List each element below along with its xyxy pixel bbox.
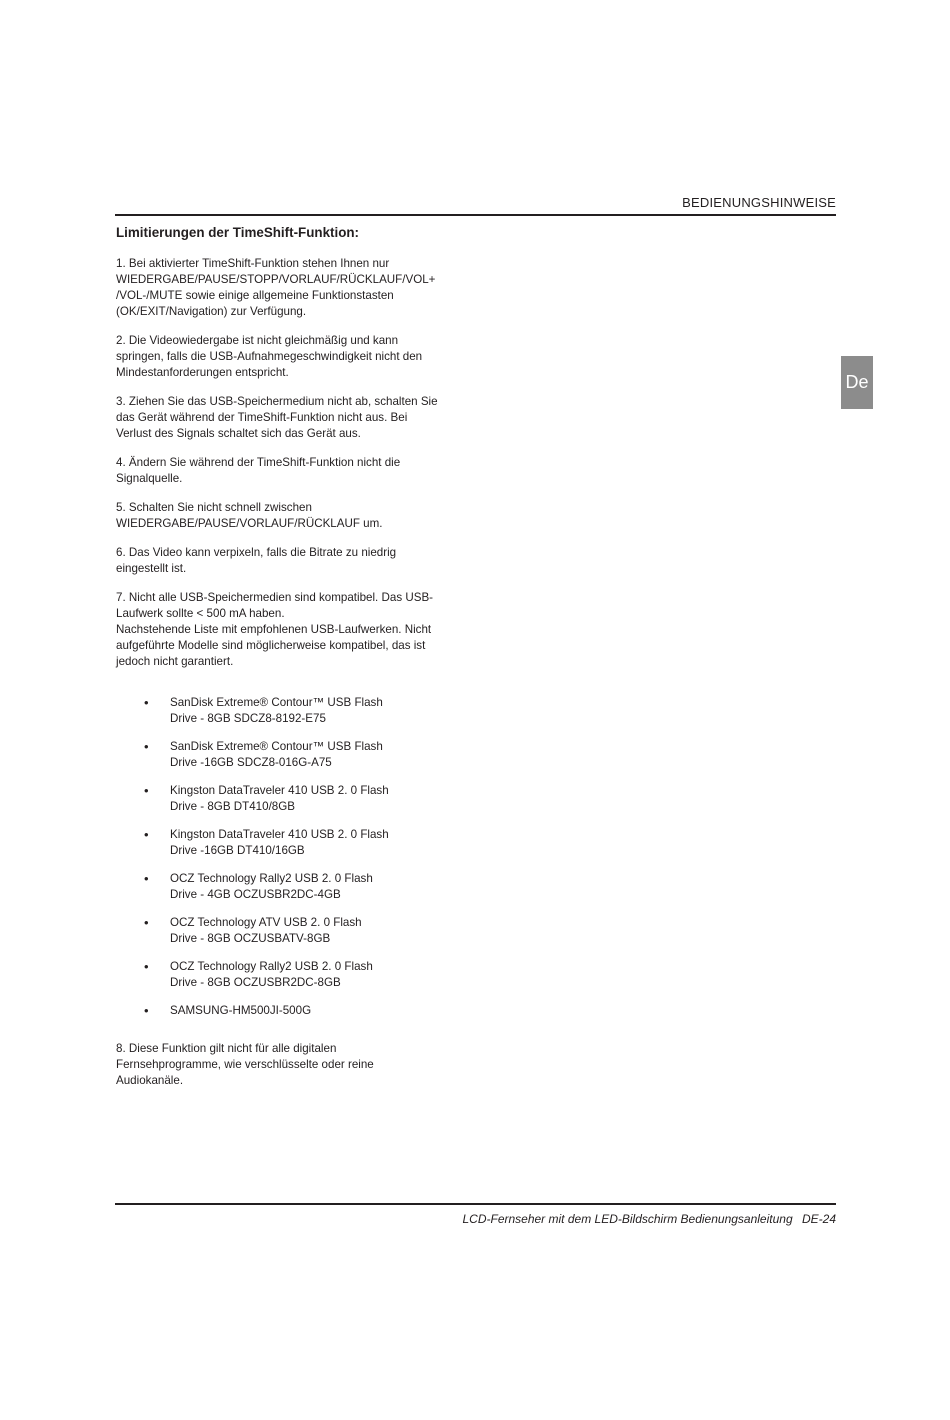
language-tab-label: De <box>845 372 869 392</box>
main-content <box>116 224 438 1102</box>
usb-drive-spec: Drive -16GB SDCZ8-016G-A75 <box>170 756 332 769</box>
usb-drive-name: SanDisk Extreme® Contour™ USB Flash <box>170 696 383 709</box>
usb-drive-spec: Drive - 8GB DT410/8GB <box>170 800 295 813</box>
paragraph-item-1: 1. Bei aktivierter TimeShift-Funktion stehen Ihnen nur WIEDERGABE/PAUSE/STOPP/VORLAUF/RÜCKLAUF/VOL+ /VOL-/MUTE sowie einige allgemeine Funktionstasten (OK/EXIT/Navigation) zur Verfügung. <box>116 257 436 318</box>
language-tab <box>841 356 873 409</box>
bullet-icon: • <box>144 1003 149 1018</box>
list-item <box>116 783 438 815</box>
section-title: Limitierungen der TimeShift-Funktion: <box>116 225 360 240</box>
usb-drive-name: Kingston DataTraveler 410 USB 2. 0 Flash <box>170 784 389 797</box>
bullet-icon: • <box>144 871 149 886</box>
paragraph-item-7 <box>116 590 438 670</box>
usb-drive-name: SAMSUNG-HM500JI-500G <box>170 1004 312 1017</box>
list-item <box>116 1003 438 1019</box>
paragraph-item-2: 2. Die Videowiedergabe ist nicht gleichmäßig und kann springen, falls die USB-Aufnahmegeschwindigkeit nicht den Mindestanforderungen entspricht. <box>116 334 423 379</box>
section-header-label: BEDIENUNGSHINWEISE <box>682 195 836 210</box>
bullet-icon: • <box>144 783 149 798</box>
list-item <box>116 959 438 991</box>
footer-manual-title: LCD-Fernseher mit dem LED-Bildschirm Bedienungsanleitung <box>462 1212 793 1226</box>
usb-drive-name: OCZ Technology ATV USB 2. 0 Flash <box>170 916 362 929</box>
paragraph-item-4: 4. Ändern Sie während der TimeShift-Funktion nicht die Signalquelle. <box>116 456 401 485</box>
footer <box>462 1212 836 1226</box>
paragraph-item-6: 6. Das Video kann verpixeln, falls die Bitrate zu niedrig eingestellt ist. <box>116 546 397 575</box>
bullet-icon: • <box>144 959 149 974</box>
footer-divider <box>115 1203 836 1205</box>
bullet-icon: • <box>144 695 149 710</box>
bullet-icon: • <box>144 739 149 754</box>
list-item <box>116 915 438 947</box>
bullet-icon: • <box>144 915 149 930</box>
usb-drive-name: SanDisk Extreme® Contour™ USB Flash <box>170 740 383 753</box>
header-divider <box>115 214 836 216</box>
usb-drive-spec: Drive - 8GB SDCZ8-8192-E75 <box>170 712 326 725</box>
list-item <box>116 739 438 771</box>
list-item <box>116 695 438 727</box>
usb-drive-list <box>116 695 438 1019</box>
page-number: DE-24 <box>801 1212 836 1226</box>
usb-drive-name: OCZ Technology Rally2 USB 2. 0 Flash <box>170 872 373 885</box>
list-item <box>116 827 438 859</box>
paragraph-item-8: 8. Diese Funktion gilt nicht für alle digitalen Fernsehprogramme, wie verschlüsselte oder reine Audiokanäle. <box>116 1042 374 1087</box>
paragraph-item-5: 5. Schalten Sie nicht schnell zwischen WIEDERGABE/PAUSE/VORLAUF/RÜCKLAUF um. <box>116 501 383 530</box>
list-item <box>116 871 438 903</box>
usb-drive-spec: Drive - 8GB OCZUSBATV-8GB <box>170 932 331 945</box>
paragraph-item-3: 3. Ziehen Sie das USB-Speichermedium nicht ab, schalten Sie das Gerät während der TimeShift-Funktion nicht aus. Bei Verlust des Signals schaltet sich das Gerät aus. <box>116 395 438 440</box>
item-7-line-1: 7. Nicht alle USB-Speichermedien sind kompatibel. Das USB-Laufwerk sollte < 500 mA haben. <box>116 591 434 620</box>
usb-drive-name: Kingston DataTraveler 410 USB 2. 0 Flash <box>170 828 389 841</box>
usb-drive-spec: Drive -16GB DT410/16GB <box>170 844 305 857</box>
usb-drive-name: OCZ Technology Rally2 USB 2. 0 Flash <box>170 960 373 973</box>
bullet-icon: • <box>144 827 149 842</box>
item-7-line-2: Nachstehende Liste mit empfohlenen USB-Laufwerken. Nicht aufgeführte Modelle sind möglicherweise kompatibel, das ist jedoch nicht garantiert. <box>116 623 432 668</box>
usb-drive-spec: Drive - 8GB OCZUSBR2DC-8GB <box>170 976 341 989</box>
usb-drive-spec: Drive - 4GB OCZUSBR2DC-4GB <box>170 888 341 901</box>
